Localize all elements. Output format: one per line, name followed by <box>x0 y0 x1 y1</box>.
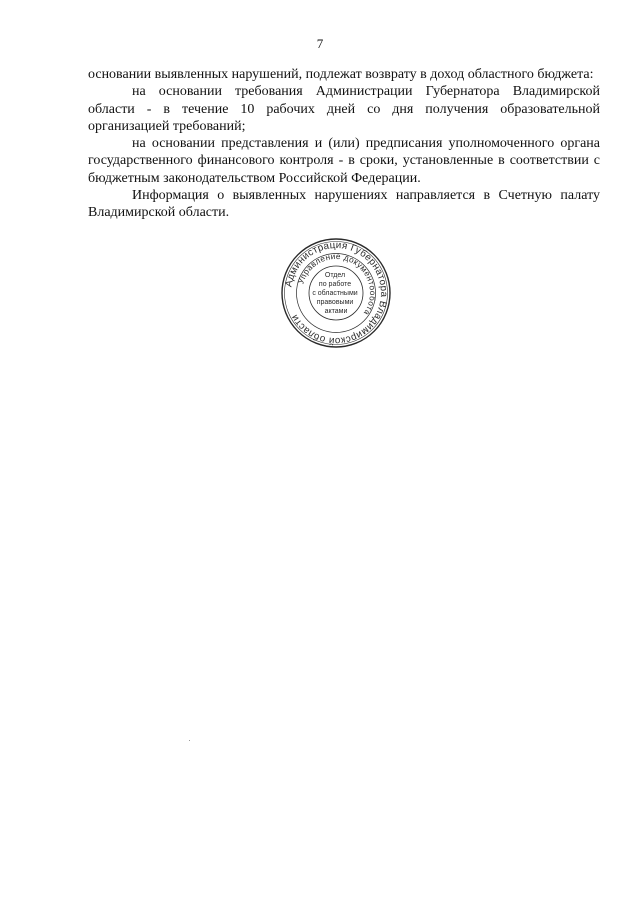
stamp-outer-text: Администрация Губернатора Владимирской области <box>283 239 390 347</box>
paragraph-2: на основании требования Администрации Губернатора Владимирской области - в течение 10 рабочих дней со дня получения образовательной организацией требований; <box>88 84 600 134</box>
page-number: 7 <box>316 36 324 51</box>
paragraph-3: на основании представления и (или) предписания уполномоченного органа государственного финансового контроля - в сроки, установленные в соответствии с бюджетным законодательством Российской Федерации. <box>88 136 600 186</box>
stamp-center-text: Отдел по работе с областными правовыми актами <box>312 272 358 315</box>
seal-icon <box>280 237 392 349</box>
stamp-inner-text: Управление документообота <box>296 251 378 318</box>
document-body <box>88 66 600 222</box>
scan-speck <box>189 740 190 741</box>
paragraph-4: Информация о выявленных нарушениях направляется в Счетную палату Владимирской области. <box>88 188 600 221</box>
official-seal-stamp <box>280 237 392 349</box>
paragraph-1: основании выявленных нарушений, подлежат возврату в доход областного бюджета: <box>88 67 594 82</box>
